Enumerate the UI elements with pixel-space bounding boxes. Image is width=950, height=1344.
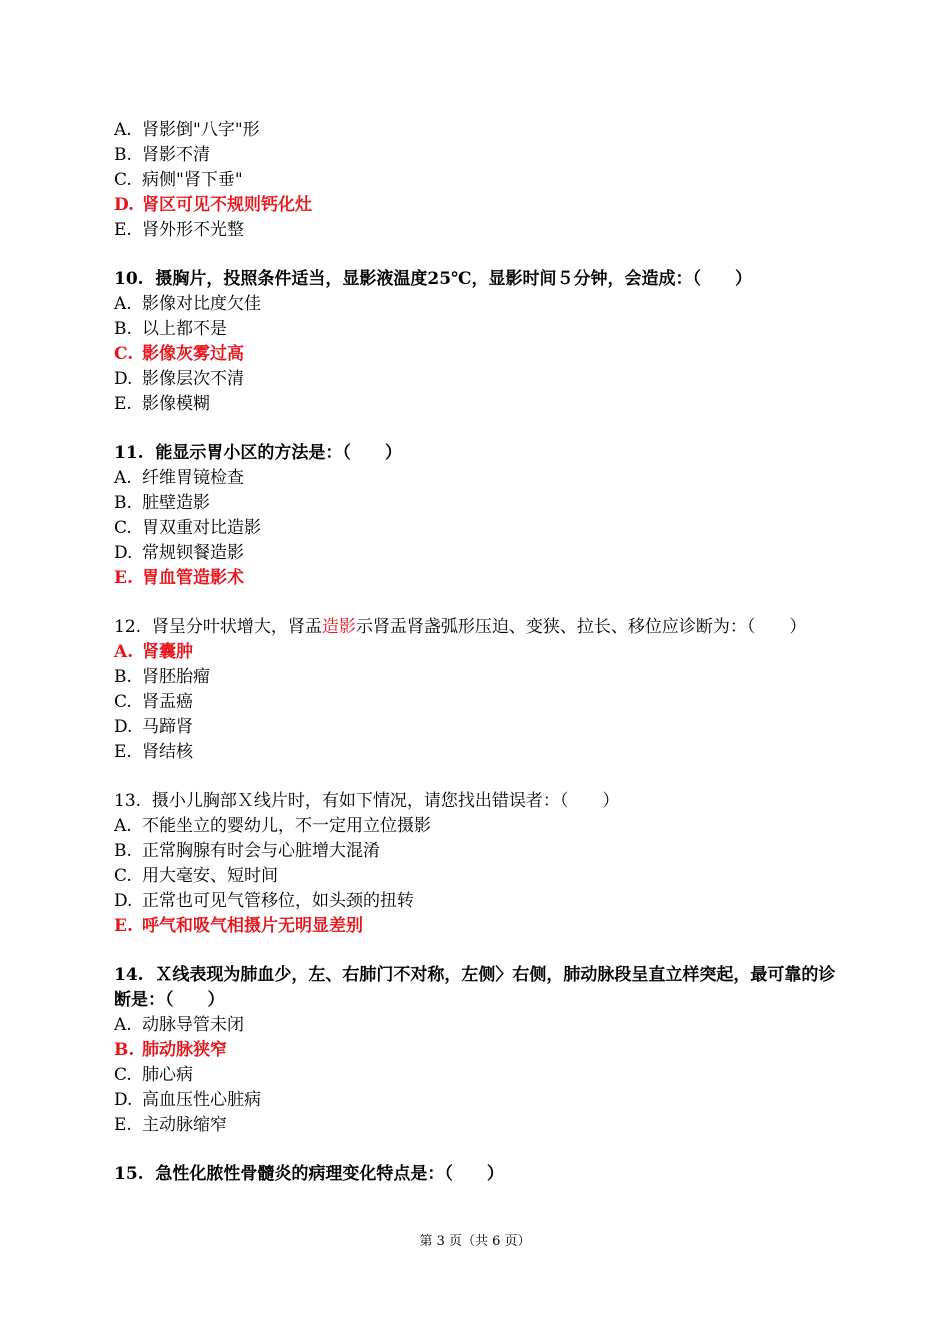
option-label: B. bbox=[114, 841, 132, 861]
exam-content bbox=[114, 118, 844, 1187]
option-row bbox=[114, 864, 844, 889]
option-label: C. bbox=[114, 692, 132, 712]
option-label: E. bbox=[114, 916, 133, 936]
option-text: 胃双重对比造影 bbox=[142, 518, 261, 538]
question-13 bbox=[114, 789, 844, 939]
spacer bbox=[114, 1138, 844, 1162]
option-text: 影像模糊 bbox=[142, 394, 210, 414]
option-label: A. bbox=[114, 816, 132, 836]
option-text: 肺心病 bbox=[142, 1065, 193, 1085]
option-label: A. bbox=[114, 294, 132, 314]
option-text: 肾结核 bbox=[142, 742, 193, 762]
option-text: 肾盂癌 bbox=[142, 692, 193, 712]
option-text: 高血压性心脏病 bbox=[142, 1090, 261, 1110]
option-label: C. bbox=[114, 1065, 132, 1085]
option-row bbox=[114, 317, 844, 342]
question-number: 12. bbox=[114, 617, 142, 637]
question-stem bbox=[114, 441, 844, 466]
option-text: 病侧"肾下垂" bbox=[142, 170, 243, 190]
option-label: A. bbox=[114, 120, 132, 140]
option-row bbox=[114, 690, 844, 715]
option-label: B. bbox=[114, 319, 132, 339]
option-label: E. bbox=[114, 1115, 132, 1135]
option-row bbox=[114, 715, 844, 740]
option-row bbox=[114, 541, 844, 566]
question-stem bbox=[114, 963, 844, 1013]
option-row bbox=[114, 143, 844, 168]
option-row-correct bbox=[114, 1038, 844, 1063]
option-label: D. bbox=[114, 891, 133, 911]
option-label: B. bbox=[114, 145, 132, 165]
option-text: 肾影倒"八字"形 bbox=[142, 120, 260, 140]
option-row bbox=[114, 839, 844, 864]
option-text: 马蹄肾 bbox=[142, 717, 193, 737]
option-label: C. bbox=[114, 518, 132, 538]
page-footer: 第 3 页（共 6 页） bbox=[419, 1234, 531, 1249]
option-row-correct bbox=[114, 914, 844, 939]
question-number: 10. bbox=[114, 269, 144, 289]
option-label: A. bbox=[114, 642, 134, 662]
option-row-correct bbox=[114, 193, 844, 218]
question-text: 能显示胃小区的方法是：（ ） bbox=[155, 443, 402, 463]
option-label: B. bbox=[114, 493, 132, 513]
option-text: 影像对比度欠佳 bbox=[142, 294, 261, 314]
spacer bbox=[114, 591, 844, 615]
option-row bbox=[114, 491, 844, 516]
option-row bbox=[114, 740, 844, 765]
question-number: 13. bbox=[114, 791, 142, 811]
option-text: 呼气和吸气相摄片无明显差别 bbox=[142, 916, 363, 936]
spacer bbox=[114, 243, 844, 267]
option-text: 纤维胃镜检查 bbox=[142, 468, 244, 488]
option-row bbox=[114, 292, 844, 317]
option-label: C. bbox=[114, 344, 134, 364]
option-row bbox=[114, 168, 844, 193]
option-label: D. bbox=[114, 195, 135, 215]
option-text: 以上都不是 bbox=[142, 319, 227, 339]
option-text: 胃血管造影术 bbox=[142, 568, 244, 588]
question-stem bbox=[114, 267, 844, 292]
option-row bbox=[114, 889, 844, 914]
option-row-correct bbox=[114, 566, 844, 591]
question-stem bbox=[114, 789, 844, 814]
option-label: A. bbox=[114, 1015, 132, 1035]
option-text: 常规钡餐造影 bbox=[142, 543, 244, 563]
option-row bbox=[114, 466, 844, 491]
question-text: Ｘ线表现为肺血少，左、右肺门不对称，左侧〉右侧，肺动脉段呈直立样突起，最可靠的诊断是：（ ） bbox=[114, 965, 836, 1010]
option-text: 主动脉缩窄 bbox=[142, 1115, 227, 1135]
option-row bbox=[114, 1113, 844, 1138]
question-text: 摄小儿胸部Ｘ线片时，有如下情况，请您找出错误者：（ ） bbox=[151, 791, 620, 811]
option-text: 肺动脉狭窄 bbox=[142, 1040, 227, 1060]
option-text: 脏壁造影 bbox=[142, 493, 210, 513]
option-row-correct bbox=[114, 342, 844, 367]
question-number: 15. bbox=[114, 1164, 144, 1184]
option-label: E. bbox=[114, 568, 133, 588]
option-row bbox=[114, 218, 844, 243]
question-10 bbox=[114, 267, 844, 417]
option-label: E. bbox=[114, 394, 132, 414]
option-text: 影像层次不清 bbox=[142, 369, 244, 389]
question-text-highlight: 造影 bbox=[321, 617, 356, 637]
option-label: B. bbox=[114, 1040, 135, 1060]
option-text: 肾区可见不规则钙化灶 bbox=[142, 195, 312, 215]
option-text: 动脉导管未闭 bbox=[142, 1015, 244, 1035]
option-text: 正常胸腺有时会与心脏增大混淆 bbox=[142, 841, 380, 861]
option-row bbox=[114, 1063, 844, 1088]
question-14 bbox=[114, 963, 844, 1138]
question-11 bbox=[114, 441, 844, 591]
spacer bbox=[114, 939, 844, 963]
question-15 bbox=[114, 1162, 844, 1187]
option-label: B. bbox=[114, 667, 132, 687]
question-text: 摄胸片，投照条件适当，显影液温度25℃，显影时间５分钟，会造成：（ ） bbox=[155, 269, 752, 289]
question-12 bbox=[114, 615, 844, 765]
option-row bbox=[114, 118, 844, 143]
spacer bbox=[114, 417, 844, 441]
option-label: E. bbox=[114, 220, 132, 240]
option-row bbox=[114, 516, 844, 541]
option-text: 肾囊肿 bbox=[142, 642, 193, 662]
spacer bbox=[114, 765, 844, 789]
option-row bbox=[114, 392, 844, 417]
option-text: 用大毫安、短时间 bbox=[142, 866, 278, 886]
option-label: E. bbox=[114, 742, 132, 762]
question-text: 急性化脓性骨髓炎的病理变化特点是：（ ） bbox=[155, 1164, 504, 1184]
option-text: 正常也可见气管移位，如头颈的扭转 bbox=[142, 891, 414, 911]
question-number: 11. bbox=[114, 443, 144, 463]
option-text: 不能坐立的婴幼儿，不一定用立位摄影 bbox=[142, 816, 431, 836]
option-row bbox=[114, 814, 844, 839]
option-row bbox=[114, 367, 844, 392]
option-label: D. bbox=[114, 543, 133, 563]
option-text: 肾影不清 bbox=[142, 145, 210, 165]
option-label: D. bbox=[114, 369, 133, 389]
option-row-correct bbox=[114, 640, 844, 665]
option-row bbox=[114, 1088, 844, 1113]
option-label: A. bbox=[114, 468, 132, 488]
option-label: C. bbox=[114, 170, 132, 190]
option-label: D. bbox=[114, 717, 133, 737]
option-label: D. bbox=[114, 1090, 133, 1110]
question-stem bbox=[114, 1162, 844, 1187]
question-number: 14. bbox=[114, 965, 144, 985]
option-row bbox=[114, 665, 844, 690]
question-text: 肾呈分叶状增大，肾盂 bbox=[151, 617, 322, 637]
option-row bbox=[114, 1013, 844, 1038]
option-label: C. bbox=[114, 866, 132, 886]
question-9-options bbox=[114, 118, 844, 243]
option-text: 肾胚胎瘤 bbox=[142, 667, 210, 687]
option-text: 影像灰雾过高 bbox=[142, 344, 244, 364]
question-stem bbox=[114, 615, 844, 640]
option-text: 肾外形不光整 bbox=[142, 220, 244, 240]
question-text: 示肾盂肾盏弧形压迫、变狭、拉长、移位应诊断为：（ ） bbox=[355, 617, 807, 637]
